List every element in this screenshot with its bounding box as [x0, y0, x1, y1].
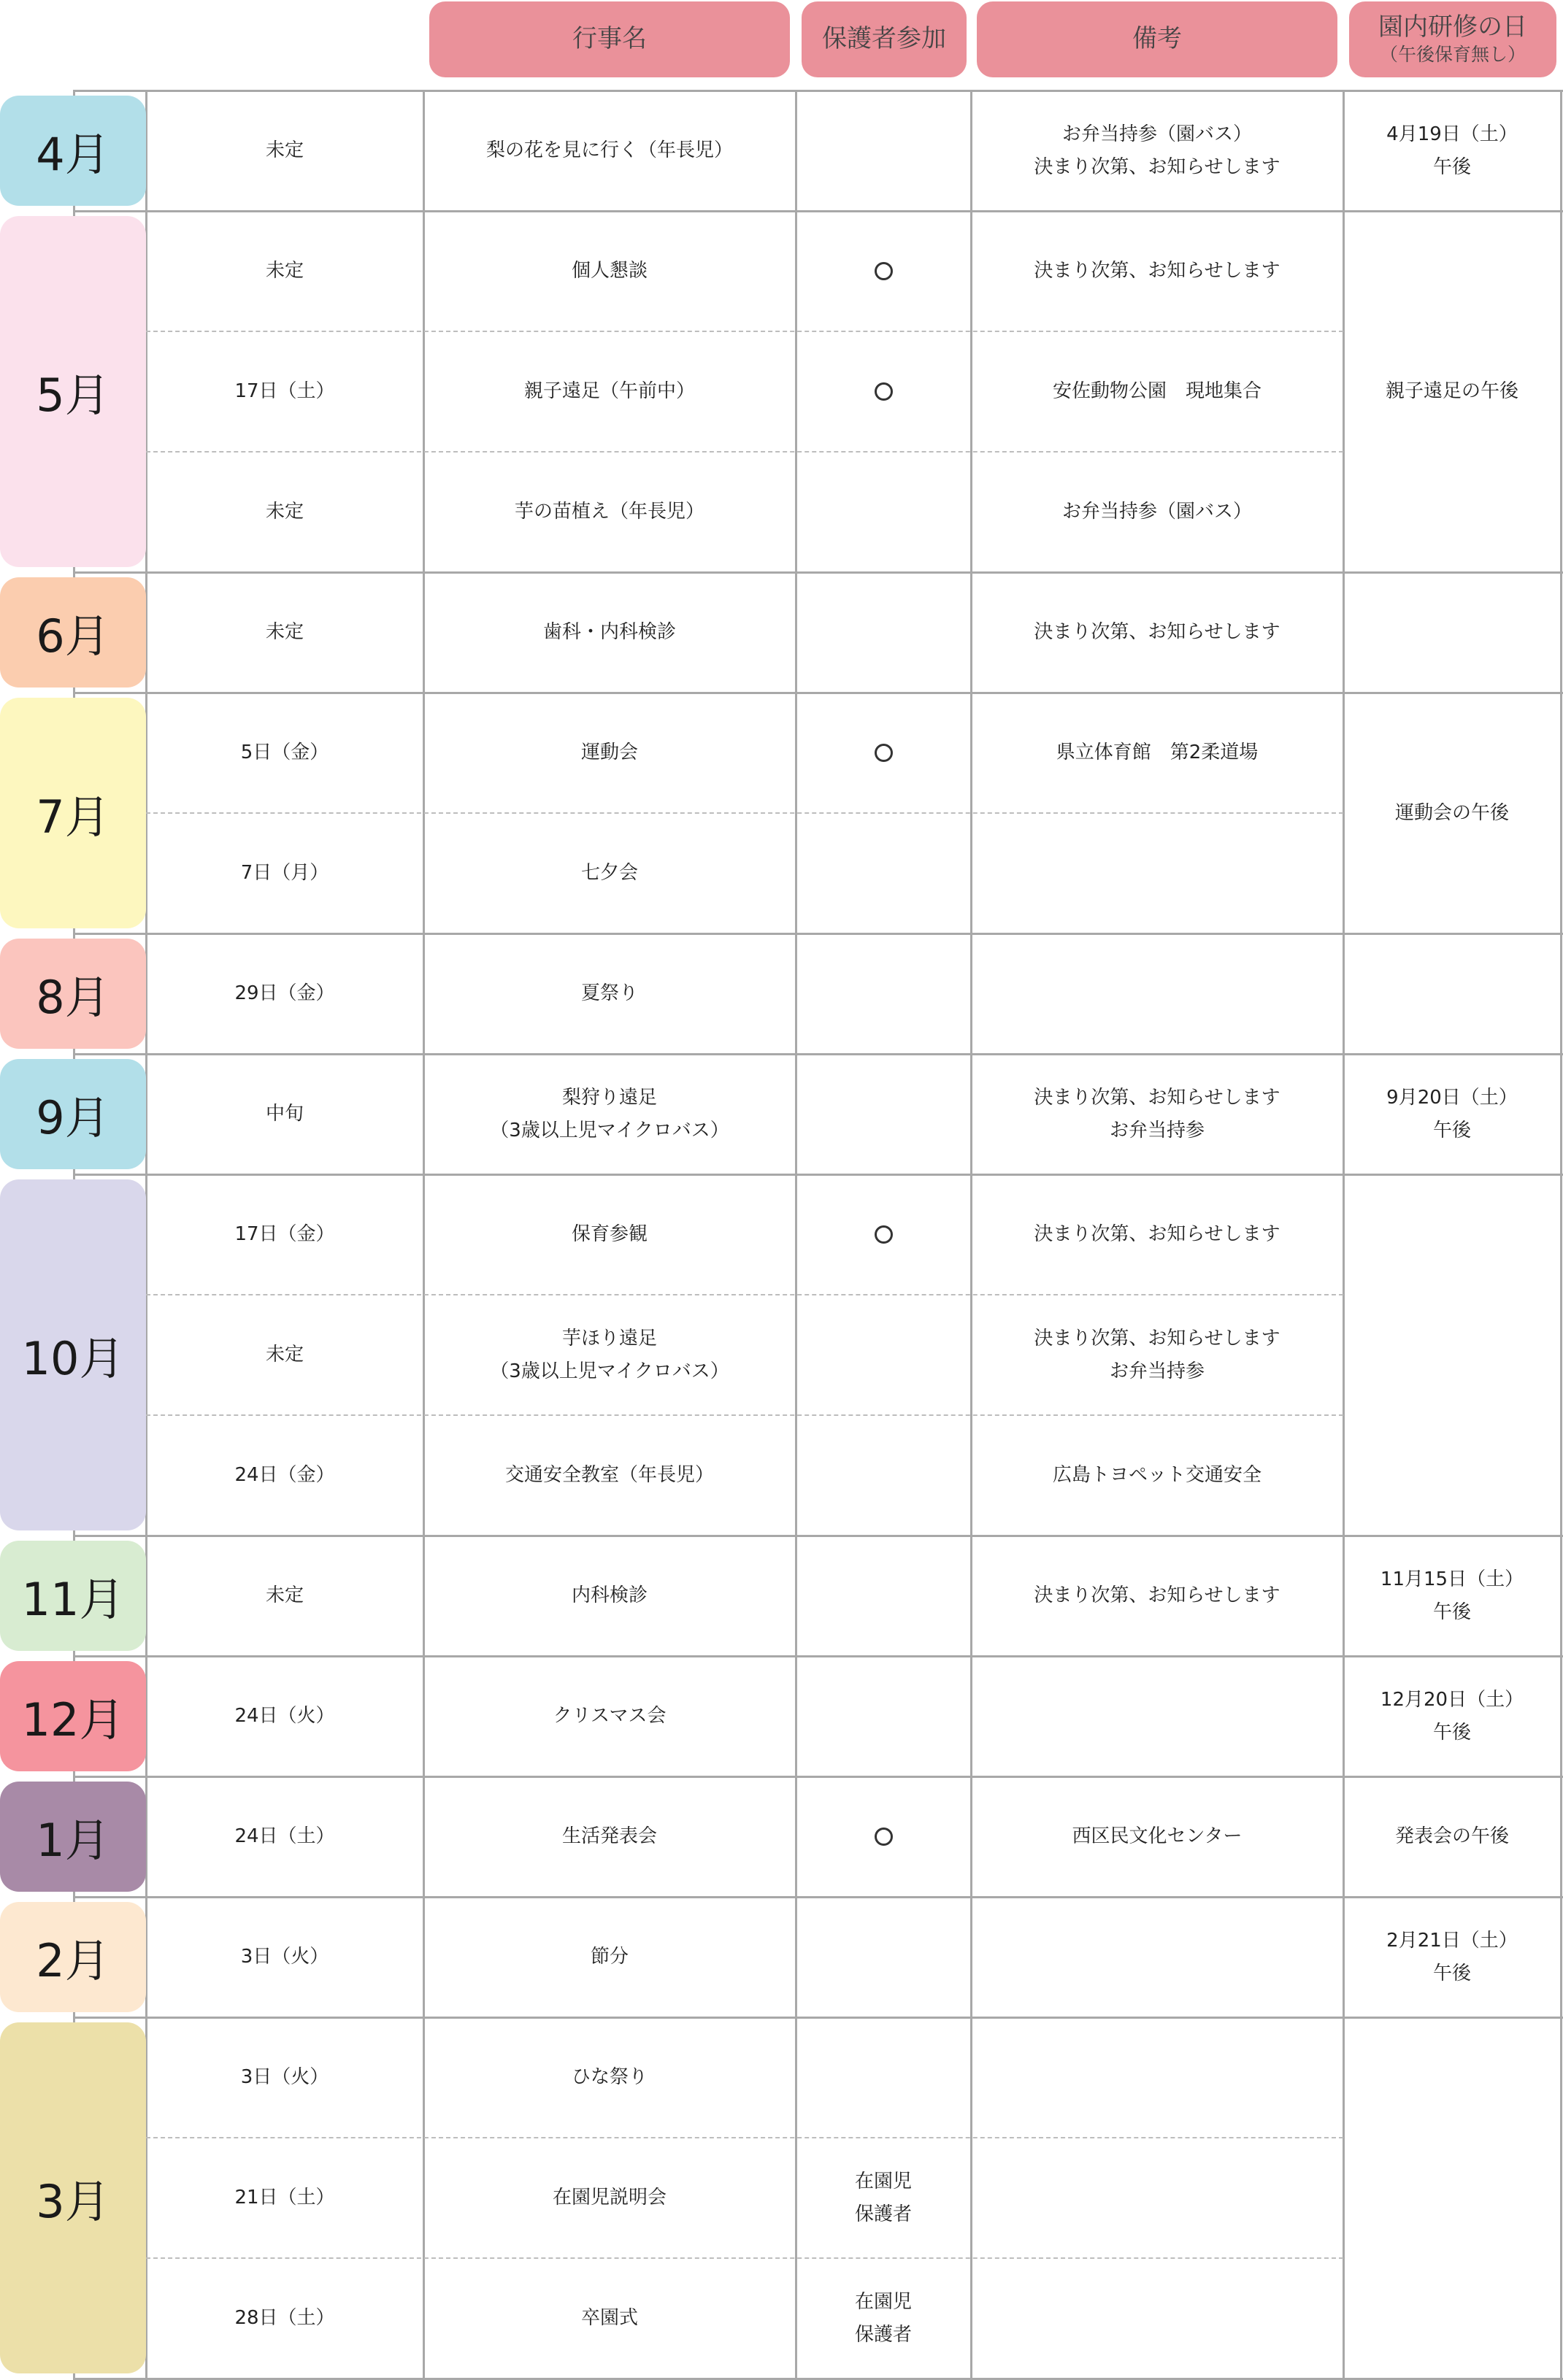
- event-name: 在園児説明会: [552, 2187, 667, 2208]
- notes-cell: [971, 2258, 1343, 2379]
- notes-cell: [971, 331, 1343, 452]
- notes-cell: [971, 1415, 1343, 1536]
- event-note: お弁当持参: [1109, 1119, 1205, 1141]
- guardian-participation-cell: [796, 2258, 971, 2379]
- training-day-text: 9月20日（土）: [1386, 1086, 1518, 1109]
- event-name-cell: [423, 1656, 796, 1776]
- event-name: 個人懇談: [571, 260, 648, 282]
- event-name-cell: [423, 1536, 796, 1656]
- training-day-text: 運動会の午後: [1394, 801, 1509, 824]
- event-date: 7日（月）: [240, 862, 329, 884]
- guardian-participation-cell: [796, 90, 971, 211]
- date-cell: [146, 1776, 423, 1897]
- notes-cell: [971, 572, 1343, 693]
- date-cell: [146, 572, 423, 693]
- guardian-participation: 在園児: [854, 2170, 912, 2192]
- month-label: 9月: [0, 1059, 146, 1169]
- notes-cell: [971, 1776, 1343, 1897]
- event-name: 芋の苗植え（年長児）: [514, 501, 704, 523]
- guardian-participation-cell: [796, 1536, 971, 1656]
- month-label: 7月: [0, 698, 146, 928]
- guardian-participation-cell: [796, 1776, 971, 1897]
- training-day-cell: [1343, 1174, 1561, 1536]
- notes-cell: [971, 90, 1343, 211]
- event-date: 3日（火）: [240, 2066, 329, 2088]
- training-day-cell: [1343, 693, 1561, 933]
- date-cell: [146, 2258, 423, 2379]
- header-training-day: 園内研修の日 （午後保育無し）: [1349, 1, 1556, 77]
- guardian-participation-cell: [796, 2017, 971, 2138]
- guardian-participation-cell: [796, 933, 971, 1054]
- participation-circle-icon: [875, 1828, 893, 1846]
- training-day-text: 午後: [1432, 1601, 1471, 1623]
- notes-cell: [971, 933, 1343, 1054]
- training-day-cell: [1343, 90, 1561, 211]
- date-cell: [146, 2138, 423, 2258]
- event-note: 安佐動物公園 現地集合: [1052, 380, 1261, 402]
- guardian-participation-cell: [796, 1295, 971, 1415]
- training-day-text: 午後: [1432, 155, 1471, 178]
- event-name-cell: [423, 1295, 796, 1415]
- training-day-cell: [1343, 1897, 1561, 2017]
- guardian-participation-cell: [796, 1054, 971, 1174]
- event-note: お弁当持参（園バス）: [1061, 123, 1252, 145]
- event-name: （3歳以上児マイクロバス）: [490, 1360, 729, 1382]
- guardian-participation-cell: [796, 572, 971, 693]
- month-label: 2月: [0, 1902, 146, 2012]
- event-name: （3歳以上児マイクロバス）: [490, 1119, 729, 1141]
- training-day-cell: [1343, 211, 1561, 572]
- event-date: 17日（土）: [234, 380, 335, 402]
- event-note: お弁当持参: [1109, 1360, 1205, 1382]
- date-cell: [146, 452, 423, 572]
- notes-cell: [971, 1536, 1343, 1656]
- date-cell: [146, 1656, 423, 1776]
- month-label: 3月: [0, 2022, 146, 2373]
- notes-cell: [971, 1174, 1343, 1295]
- notes-cell: [971, 211, 1343, 331]
- month-label: 1月: [0, 1782, 146, 1892]
- event-name-cell: [423, 1776, 796, 1897]
- notes-cell: [971, 452, 1343, 572]
- event-date: 3日（火）: [240, 1946, 329, 1968]
- date-cell: [146, 693, 423, 813]
- event-note: 決まり次第、お知らせします: [1034, 1584, 1280, 1606]
- event-name-cell: [423, 90, 796, 211]
- event-name-cell: [423, 1174, 796, 1295]
- notes-cell: [971, 1295, 1343, 1415]
- event-date: 未定: [265, 1584, 304, 1606]
- training-day-cell: [1343, 1536, 1561, 1656]
- training-day-cell: [1343, 2017, 1561, 2379]
- event-name-cell: [423, 813, 796, 933]
- event-note: 県立体育館 第2柔道場: [1056, 742, 1259, 763]
- event-note: 決まり次第、お知らせします: [1034, 260, 1280, 282]
- event-name: 梨の花を見に行く（年長児）: [485, 139, 733, 161]
- guardian-participation-cell: [796, 452, 971, 572]
- guardian-participation-cell: [796, 211, 971, 331]
- date-cell: [146, 1174, 423, 1295]
- event-note: 決まり次第、お知らせします: [1034, 1086, 1280, 1109]
- guardian-participation-cell: [796, 2138, 971, 2258]
- notes-cell: [971, 1054, 1343, 1174]
- event-name: 卒園式: [580, 2307, 638, 2329]
- event-name-cell: [423, 2138, 796, 2258]
- training-day-text: 午後: [1432, 1721, 1471, 1744]
- training-day-text: 午後: [1432, 1119, 1471, 1141]
- training-day-text: 2月21日（土）: [1386, 1929, 1518, 1952]
- participation-circle-icon: [875, 382, 893, 401]
- month-label: 5月: [0, 216, 146, 567]
- date-cell: [146, 90, 423, 211]
- date-cell: [146, 331, 423, 452]
- event-name-cell: [423, 1897, 796, 2017]
- event-date: 21日（土）: [234, 2187, 335, 2208]
- training-day-text: 発表会の午後: [1394, 1825, 1509, 1847]
- event-name: 芋ほり遠足: [561, 1327, 657, 1349]
- training-day-cell: [1343, 933, 1561, 1054]
- event-date: 未定: [265, 501, 304, 523]
- event-note: 決まり次第、お知らせします: [1034, 621, 1280, 643]
- event-name: 生活発表会: [561, 1825, 657, 1847]
- date-cell: [146, 2017, 423, 2138]
- training-day-cell: [1343, 572, 1561, 693]
- date-cell: [146, 1054, 423, 1174]
- month-label: 10月: [0, 1179, 146, 1530]
- event-name-cell: [423, 933, 796, 1054]
- training-day-text: 親子遠足の午後: [1385, 380, 1518, 402]
- event-date: 未定: [265, 260, 304, 282]
- event-name: 運動会: [580, 742, 638, 763]
- event-name-cell: [423, 331, 796, 452]
- month-label: 4月: [0, 96, 146, 206]
- event-note: 広島トヨペット交通安全: [1052, 1464, 1261, 1486]
- event-name: 夏祭り: [580, 982, 638, 1004]
- event-date: 24日（金）: [234, 1464, 335, 1486]
- guardian-participation: 保護者: [854, 2203, 912, 2225]
- training-day-text: 12月20日（土）: [1380, 1688, 1524, 1711]
- notes-cell: [971, 2017, 1343, 2138]
- event-date: 29日（金）: [234, 982, 335, 1004]
- guardian-participation-cell: [796, 331, 971, 452]
- participation-circle-icon: [875, 262, 893, 280]
- event-name-cell: [423, 1054, 796, 1174]
- event-note: お弁当持参（園バス）: [1061, 501, 1252, 523]
- notes-cell: [971, 813, 1343, 933]
- participation-circle-icon: [875, 744, 893, 762]
- date-cell: [146, 211, 423, 331]
- event-name: 交通安全教室（年長児）: [504, 1464, 714, 1486]
- event-name-cell: [423, 2258, 796, 2379]
- event-date: 24日（火）: [234, 1705, 335, 1727]
- guardian-participation-cell: [796, 693, 971, 813]
- training-day-cell: [1343, 1656, 1561, 1776]
- event-name-cell: [423, 2017, 796, 2138]
- header-notes: 備考: [977, 1, 1337, 77]
- event-date: 未定: [265, 621, 304, 643]
- event-name: 親子遠足（午前中）: [523, 380, 695, 402]
- event-note: 西区民文化センター: [1072, 1825, 1243, 1847]
- notes-cell: [971, 1656, 1343, 1776]
- event-name: クリスマス会: [553, 1705, 667, 1727]
- event-name-cell: [423, 693, 796, 813]
- event-name: 節分: [590, 1946, 629, 1968]
- guardian-participation-cell: [796, 813, 971, 933]
- event-name-cell: [423, 1415, 796, 1536]
- month-label: 12月: [0, 1661, 146, 1771]
- event-date: 中旬: [265, 1103, 304, 1125]
- date-cell: [146, 933, 423, 1054]
- event-name: 歯科・内科検診: [542, 621, 676, 643]
- event-date: 5日（金）: [240, 742, 329, 763]
- guardian-participation-cell: [796, 1415, 971, 1536]
- date-cell: [146, 1536, 423, 1656]
- header-guardian-participation: 保護者参加: [802, 1, 967, 77]
- event-date: 17日（金）: [234, 1223, 335, 1245]
- date-cell: [146, 813, 423, 933]
- event-date: 未定: [265, 139, 304, 161]
- header-event-name: 行事名: [429, 1, 790, 77]
- month-label: 11月: [0, 1541, 146, 1651]
- participation-circle-icon: [875, 1225, 893, 1244]
- event-name-cell: [423, 572, 796, 693]
- date-cell: [146, 1295, 423, 1415]
- notes-cell: [971, 1897, 1343, 2017]
- event-date: 28日（土）: [234, 2307, 335, 2329]
- event-date: 24日（土）: [234, 1825, 335, 1847]
- event-date: 未定: [265, 1344, 304, 1366]
- guardian-participation: 在園児: [854, 2290, 912, 2313]
- training-day-text: 4月19日（土）: [1386, 123, 1518, 145]
- date-cell: [146, 1897, 423, 2017]
- event-name: 梨狩り遠足: [561, 1086, 657, 1109]
- guardian-participation-cell: [796, 1174, 971, 1295]
- event-note: 決まり次第、お知らせします: [1034, 155, 1280, 178]
- month-label: 8月: [0, 939, 146, 1049]
- guardian-participation-cell: [796, 1897, 971, 2017]
- event-name: 保育参観: [571, 1223, 648, 1245]
- event-name-cell: [423, 452, 796, 572]
- event-note: 決まり次第、お知らせします: [1034, 1223, 1280, 1245]
- guardian-participation-cell: [796, 1656, 971, 1776]
- event-note: 決まり次第、お知らせします: [1034, 1327, 1280, 1349]
- event-name: ひな祭り: [571, 2066, 648, 2088]
- event-name: 内科検診: [571, 1584, 648, 1606]
- guardian-participation: 保護者: [854, 2323, 912, 2346]
- notes-cell: [971, 2138, 1343, 2258]
- training-day-cell: [1343, 1054, 1561, 1174]
- notes-cell: [971, 693, 1343, 813]
- date-cell: [146, 1415, 423, 1536]
- training-day-cell: [1343, 1776, 1561, 1897]
- event-name-cell: [423, 211, 796, 331]
- event-name: 七夕会: [580, 862, 638, 884]
- training-day-text: 午後: [1432, 1962, 1471, 1984]
- month-label: 6月: [0, 577, 146, 688]
- training-day-text: 11月15日（土）: [1380, 1568, 1524, 1590]
